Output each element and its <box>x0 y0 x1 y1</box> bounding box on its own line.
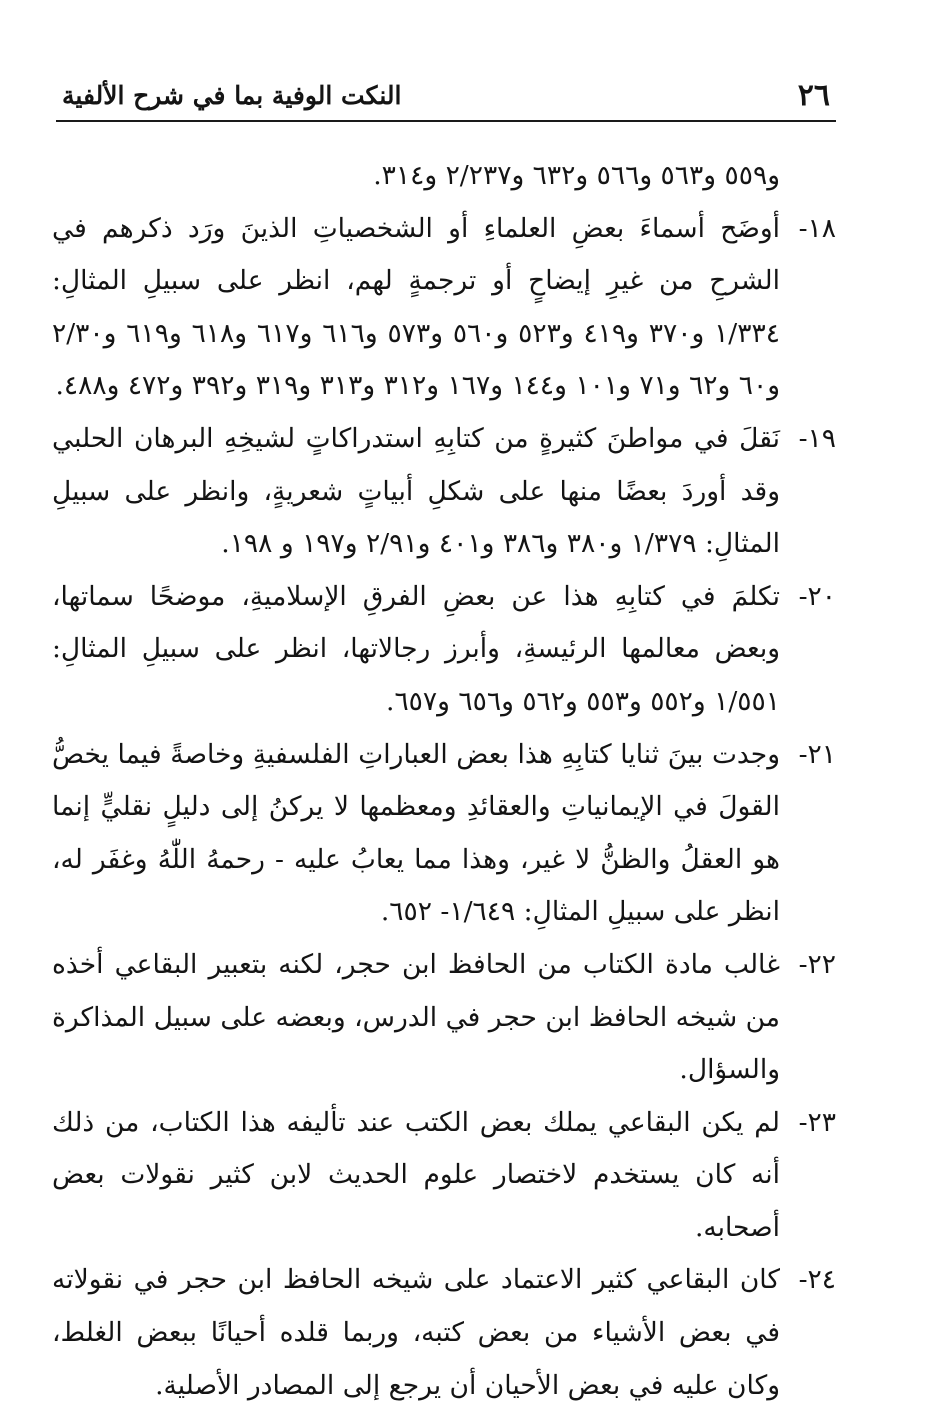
note-number: ٢١- <box>798 738 836 770</box>
note-text: كان البقاعي كثير الاعتماد على شيخه الحافظ ابن حجر في نقولاته في بعض الأشياء من بعض كتبه، وربما قلده أحيانًا ببعض الغلط، وكان عليه في بعض الأحيان أن يرجع إلى المصادر الأصلية. <box>52 1264 780 1401</box>
note-number: ١٩- <box>798 422 836 454</box>
note-number: ٢٤- <box>798 1264 836 1296</box>
note-18 <box>52 203 836 413</box>
note-number: ٢٠- <box>798 580 836 612</box>
running-title: النكت الوفية بما في شرح الألفية <box>62 81 402 110</box>
page-body <box>52 150 836 1412</box>
note-text: نَقلَ في مواطنَ كثيرةٍ من كتابِهِ استدراكاتٍ لشيخِهِ البرهان الحلبي وقد أوردَ بعضًا منها على شكلِ أبياتٍ شعريةٍ، وانظر على سبيلِ المثالِ: ١/٣٧٩ و٣٨٠ و٣٨٦ و٤٠١ و٢/٩١ و١٩٧ و ١٩٨. <box>52 422 780 560</box>
note-text: لم يكن البقاعي يملك بعض الكتب عند تأليفه هذا الكتاب، من ذلك أنه كان يستخدم لاختصار علوم الحديث لابن كثير نقولات بعض أصحابه. <box>52 1106 780 1243</box>
note-21 <box>52 729 836 939</box>
note-number: ٢٢- <box>798 948 836 980</box>
note-20 <box>52 571 836 729</box>
note-number: ٢٣- <box>798 1106 836 1138</box>
note-text: تكلمَ في كتابِهِ هذا عن بعضِ الفرقِ الإسلاميةِ، موضحًا سماتها، وبعض معالمها الرئيسةِ، وأبرز رجالاتها، انظر على سبيلِ المثالِ: ١/٥٥١ و٥٥٢ و٥٥٣ و٥٦٢ و٦٥٦ و٦٥٧. <box>52 580 780 717</box>
note-text: أوضَح أسماءَ بعضِ العلماءِ أو الشخصياتِ الذينَ ورَد ذكرهم في الشرحِ من غيرِ إيضاحٍ أو ترجمةٍ لهم، انظر على سبيلِ المثالِ: ١/٣٣٤ و٣٧٠ و٤١٩ و٥٢٣ و٥٦٠ و٥٧٣ و٦١٦ و٦١٧ و٦١٨ و٦١٩ و٢/٣٠ و٦٠ و٦٢ و٧١ و١٠١ و١٤٤ و١٦٧ و٣١٢ و٣١٣ و٣١٩ و٣٩٢ و٤٧٢ و٤٨٨. <box>52 212 780 402</box>
note-24 <box>52 1254 836 1412</box>
note-number: ١٨- <box>798 212 836 244</box>
page-number: ٢٦ <box>797 78 830 113</box>
note-text: غالب مادة الكتاب من الحافظ ابن حجر، لكنه بتعبير البقاعي أخذه من شيخه الحافظ ابن حجر في الدرس، وبعضه على سبيل المذاكرة والسؤال. <box>52 948 780 1086</box>
page-header <box>56 74 836 122</box>
note-text: وجدت بينَ ثنايا كتابِهِ هذا بعض العباراتِ الفلسفيةِ وخاصةً فيما يخصُّ القولَ في الإيمانياتِ والعقائدِ ومعظمها لا يركنُ إلى دليلٍ نقليٍّ إنما هو العقلُ والظنُّ لا غير، وهذا مما يعابُ عليه - رحمهُ اللّٰهُ وغفَر له، انظر على سبيلِ المثالِ: ١/٦٤٩- ٦٥٢. <box>52 738 780 928</box>
note-19 <box>52 413 836 571</box>
continued-paragraph: و٥٥٩ و٥٦٣ و٥٦٦ و٦٣٢ و٢/٢٣٧ و٣١٤. <box>373 160 780 191</box>
note-23 <box>52 1097 836 1255</box>
note-22 <box>52 939 836 1097</box>
